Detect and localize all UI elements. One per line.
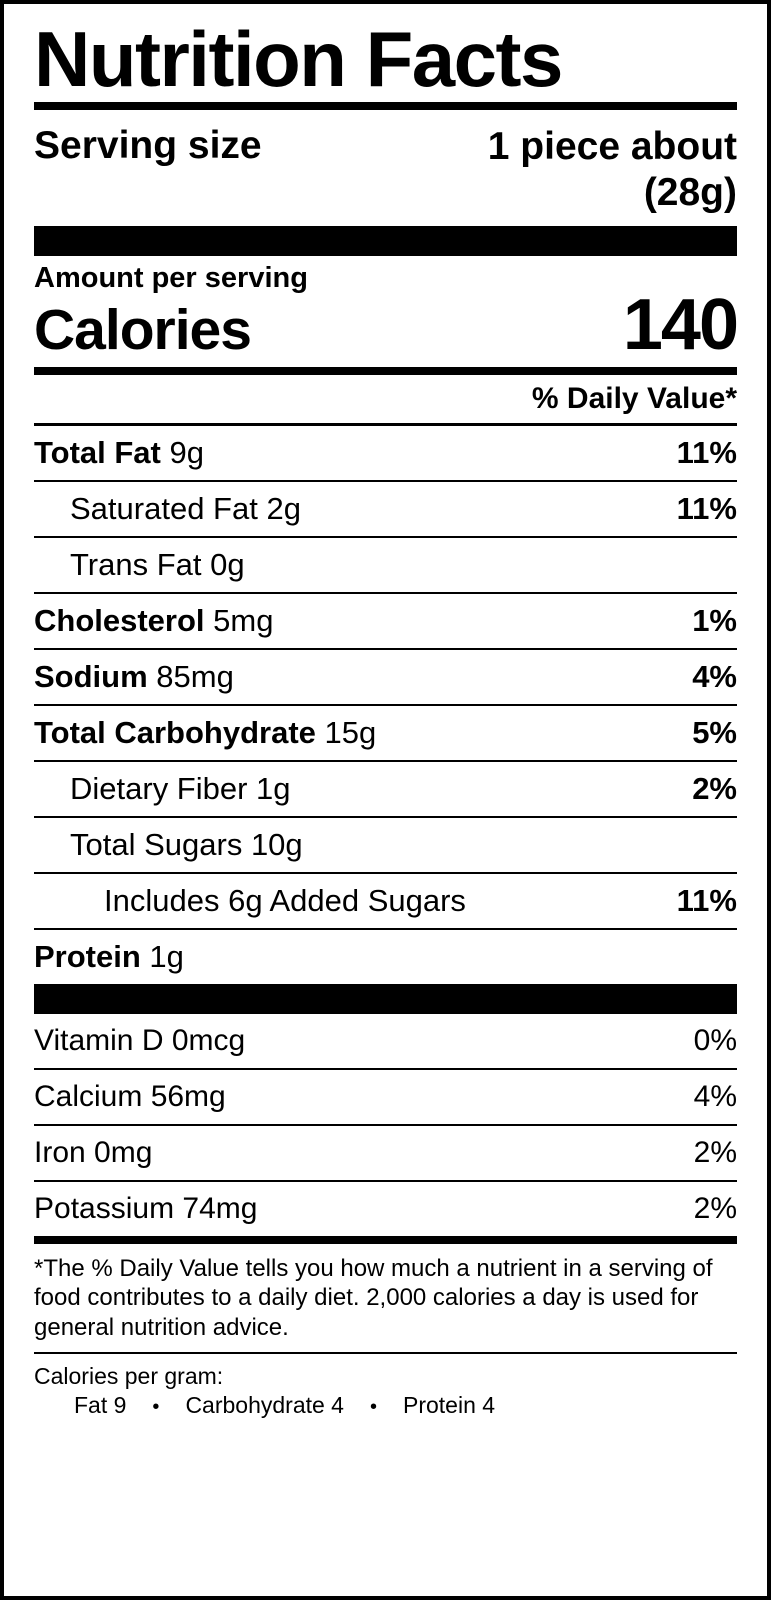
calories-per-gram-heading: Calories per gram: — [34, 1362, 224, 1389]
vitamin-daily-value: 4% — [693, 1080, 737, 1114]
vitamin-row — [34, 1180, 737, 1236]
nutrient-daily-value: 11% — [676, 883, 737, 919]
calories-per-gram-item: Carbohydrate 4 — [185, 1391, 344, 1418]
vitamin-name: Iron 0mg — [34, 1136, 153, 1170]
calories-per-gram-item: Protein 4 — [403, 1391, 496, 1418]
nutrient-row — [34, 872, 737, 928]
calories-value: 140 — [622, 285, 737, 366]
nutrient-row — [34, 536, 737, 592]
nutrient-daily-value: 4% — [692, 659, 737, 695]
nutrient-name: Sodium 85mg — [34, 659, 234, 695]
nutrient-row — [34, 648, 737, 704]
vitamin-row — [34, 1124, 737, 1180]
calories-label: Calories — [34, 298, 251, 363]
calories-per-gram-block — [34, 1354, 737, 1420]
serving-size-value-line1: 1 piece about — [487, 125, 737, 169]
nutrient-name: Cholesterol 5mg — [34, 603, 274, 639]
vitamin-list — [34, 1014, 737, 1236]
daily-value-footnote: *The % Daily Value tells you how much a nutrient in a serving of food contributes to a daily diet. 2,000 calories a day is used for general nutrition advice. — [34, 1255, 713, 1341]
serving-size-value-line2: (28g) — [643, 171, 737, 215]
nutrient-row — [34, 423, 737, 480]
nutrient-name: Total Fat 9g — [34, 435, 204, 471]
nutrient-row — [34, 928, 737, 984]
amount-per-serving-label: Amount per serving — [34, 262, 308, 295]
divider-title — [34, 102, 737, 110]
nutrient-name: Trans Fat 0g — [70, 547, 245, 583]
serving-size-value — [488, 124, 737, 216]
serving-size-label: Serving size — [34, 124, 262, 168]
bullet-separator-icon: • — [369, 1395, 377, 1418]
nutrient-name: Includes 6g Added Sugars — [104, 883, 466, 919]
nutrient-name: Saturated Fat 2g — [70, 491, 301, 527]
nutrient-daily-value: 11% — [676, 491, 737, 527]
divider-serving — [34, 226, 737, 256]
calories-per-gram-item: Fat 9 — [74, 1391, 127, 1418]
serving-size-row — [34, 110, 737, 226]
divider-calories — [34, 367, 737, 375]
nutrient-list — [34, 423, 737, 984]
nutrient-name: Total Carbohydrate 15g — [34, 715, 377, 751]
bullet-separator-icon: • — [152, 1395, 160, 1418]
vitamin-daily-value: 2% — [693, 1192, 737, 1226]
divider-vitamins — [34, 1236, 737, 1244]
vitamin-name: Calcium 56mg — [34, 1080, 226, 1114]
nutrient-name: Protein 1g — [34, 939, 184, 975]
daily-value-header: % Daily Value* — [531, 382, 737, 416]
nutrient-daily-value: 2% — [692, 771, 737, 807]
vitamin-daily-value: 2% — [693, 1136, 737, 1170]
nutrient-row — [34, 480, 737, 536]
vitamin-name: Vitamin D 0mcg — [34, 1024, 246, 1058]
vitamin-name: Potassium 74mg — [34, 1192, 258, 1226]
nutrient-name: Total Sugars 10g — [70, 827, 303, 863]
calories-per-gram-items — [34, 1391, 737, 1420]
vitamin-daily-value: 0% — [693, 1024, 737, 1058]
nutrient-daily-value: 1% — [692, 603, 737, 639]
nutrient-daily-value: 11% — [676, 435, 737, 471]
divider-protein — [34, 984, 737, 1014]
nutrient-name: Dietary Fiber 1g — [70, 771, 291, 807]
nutrient-row — [34, 704, 737, 760]
vitamin-row — [34, 1068, 737, 1124]
page-title: Nutrition Facts — [34, 15, 562, 103]
nutrient-daily-value: 5% — [692, 715, 737, 751]
calories-row — [34, 285, 737, 367]
nutrient-row — [34, 816, 737, 872]
nutrient-row — [34, 592, 737, 648]
vitamin-row — [34, 1014, 737, 1068]
nutrient-row — [34, 760, 737, 816]
